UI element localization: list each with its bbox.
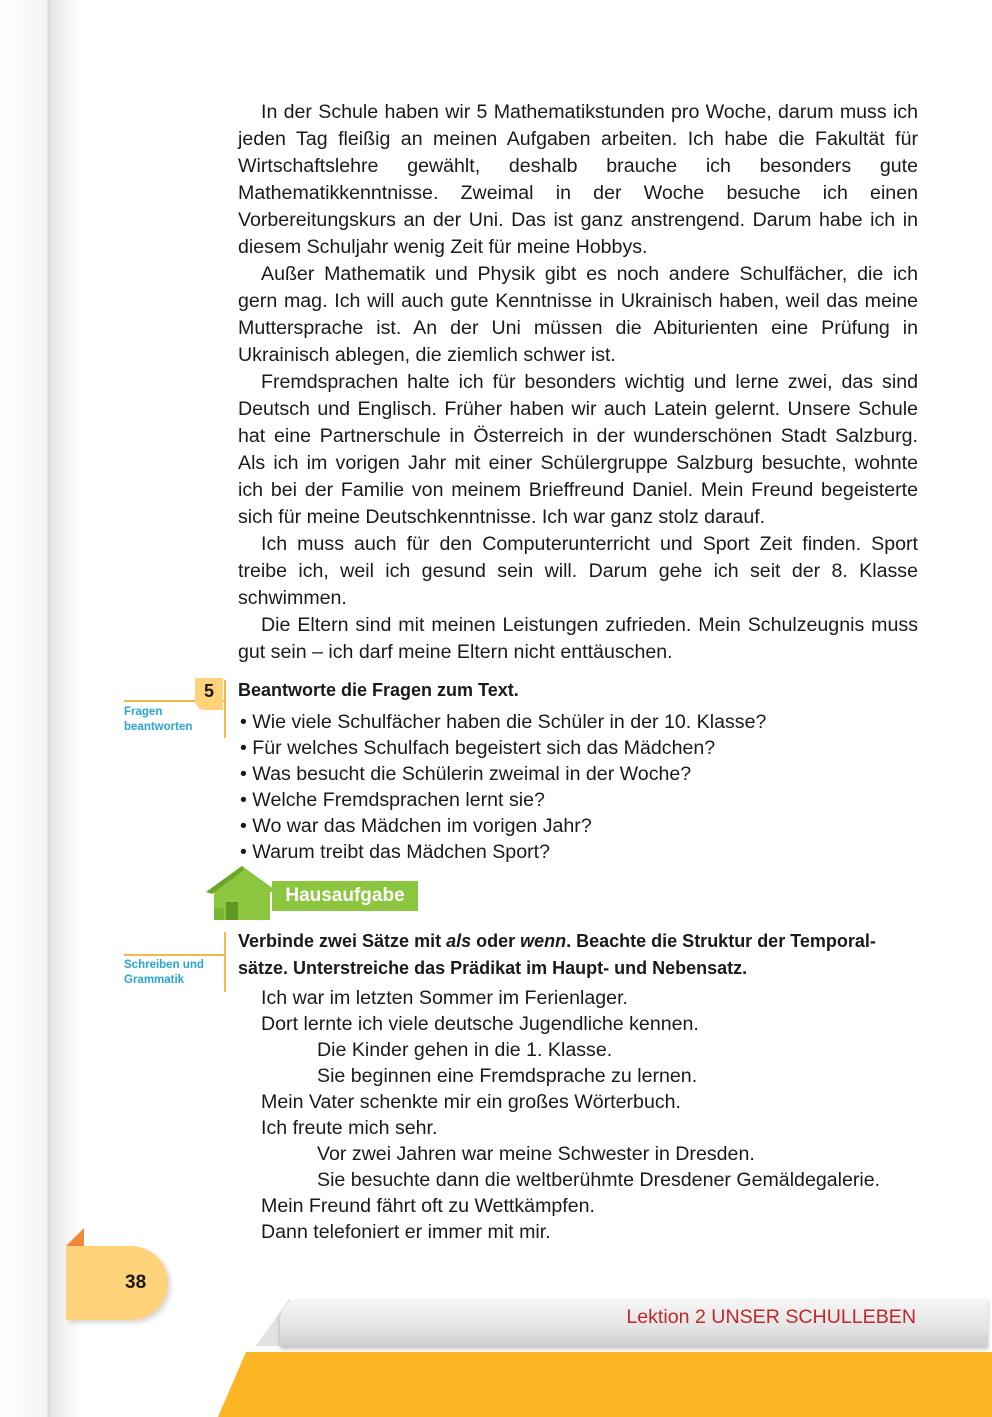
list-item: • Warum treibt das Mädchen Sport?	[240, 841, 550, 863]
list-item: Mein Freund fährt oft zu Wettkämpfen.	[261, 1195, 595, 1217]
footer-band	[246, 1352, 992, 1417]
homework-instruction	[238, 928, 920, 982]
instruction-emphasis: als	[446, 931, 472, 951]
list-item: Mein Vater schenkte mir ein großes Wörterbuch.	[261, 1091, 681, 1113]
list-item: Sie besuchte dann die weltberühmte Dresdener Gemäldegalerie.	[317, 1169, 881, 1191]
paragraph: Die Eltern sind mit meinen Leistungen zufrieden. Mein Schulzeugnis muss gut sein – ich darf meine Eltern nicht enttäuschen.	[238, 614, 918, 663]
book-spine	[0, 0, 84, 1417]
side-label-line: Fragen	[124, 706, 163, 718]
exercise-sentences	[261, 985, 880, 1245]
instruction-text: . Beachte die Struktur der Temporal-	[566, 931, 876, 951]
paragraph: In der Schule haben wir 5 Mathematikstunden pro Woche, darum muss ich jeden Tag fleißig an meinen Aufgaben arbeiten. Ich habe die Fakultät für Wirtschaftslehre gewählt, deshalb brauche ich besonders gute Mathematikkenntnisse. Zweimal in der Woche besuche ich einen Vorbereitungskurs an der Uni. Das ist ganz anstrengend. Darum habe ich in diesem Schuljahr wenig Zeit für meine Hobbys.	[238, 101, 918, 258]
homework-label: Hausaufgabe	[272, 881, 418, 911]
reading-text	[238, 99, 918, 666]
instruction-text: sätze. Unterstreiche das Prädikat im Haupt- und Nebensatz.	[238, 958, 748, 978]
list-item: • Was besucht die Schülerin zweimal in der Woche?	[240, 763, 692, 785]
side-label-line: Schreiben und	[124, 959, 204, 971]
list-item: • Wie viele Schulfächer haben die Schüler in der 10. Klasse?	[240, 711, 767, 733]
side-label-writing	[124, 958, 204, 988]
page-number: 38	[125, 1272, 147, 1293]
page-tab-corner	[66, 1228, 84, 1246]
list-item: Dann telefoniert er immer mit mir.	[261, 1221, 551, 1243]
task-divider-line	[124, 954, 224, 956]
task-title: Beantworte die Fragen zum Text.	[238, 680, 519, 700]
instruction-emphasis: wenn	[520, 931, 567, 951]
instruction-text: Verbinde zwei Sätze mit	[238, 931, 447, 951]
list-item: Dort lernte ich viele deutsche Jugendliche kennen.	[261, 1013, 699, 1035]
side-label-line: beantworten	[124, 721, 193, 733]
list-item: Ich war im letzten Sommer im Ferienlager.	[261, 987, 628, 1009]
list-item: Vor zwei Jahren war meine Schwester in Dresden.	[317, 1143, 755, 1165]
paragraph: Ich muss auch für den Computerunterricht und Sport Zeit finden. Sport treibe ich, weil ich gesund sein will. Darum gehe ich seit der 8. Klasse schwimmen.	[238, 533, 918, 609]
question-list	[240, 709, 766, 865]
list-item: Die Kinder gehen in die 1. Klasse.	[317, 1039, 613, 1061]
list-item: Ich freute mich sehr.	[261, 1117, 438, 1139]
paragraph: Fremdsprachen halte ich für besonders wichtig und lerne zwei, das sind Deutsch und Englisch. Früher haben wir auch Latein gelernt. Unsere Schule hat eine Partnerschule in Österreich in der wunderschönen Stadt Salzburg. Als ich im vorigen Jahr mit einer Schülergruppe Salzburg besuchte, wohnte ich bei der Familie von meinem Brieffreund Daniel. Mein Freund begeisterte sich für meine Deutschkenntnisse. Ich war ganz stolz darauf.	[238, 371, 918, 528]
task-number-badge: 5	[195, 678, 223, 710]
lesson-title: Lektion 2 UNSER SCHULLEBEN	[626, 1306, 916, 1328]
task-vertical-line	[224, 932, 226, 992]
task-vertical-line	[224, 680, 226, 738]
list-item: • Wo war das Mädchen im vorigen Jahr?	[240, 815, 592, 837]
side-label-questions	[124, 705, 192, 735]
footer-band-edge	[218, 1352, 246, 1417]
list-item: • Für welches Schulfach begeistert sich das Mädchen?	[240, 737, 716, 759]
page-number-tab	[66, 1246, 168, 1320]
list-item: • Welche Fremdsprachen lernt sie?	[240, 789, 545, 811]
side-label-line: Grammatik	[124, 974, 185, 986]
list-item: Sie beginnen eine Fremdsprache zu lernen.	[317, 1065, 698, 1087]
instruction-text: oder	[471, 931, 521, 951]
paragraph: Außer Mathematik und Physik gibt es noch andere Schulfächer, die ich gern mag. Ich will auch gute Kenntnisse in Ukrainisch haben, weil das meine Muttersprache ist. An der Uni müssen die Abiturienten eine Prüfung in Ukrainisch ablegen, die ziemlich schwer ist.	[238, 263, 918, 366]
